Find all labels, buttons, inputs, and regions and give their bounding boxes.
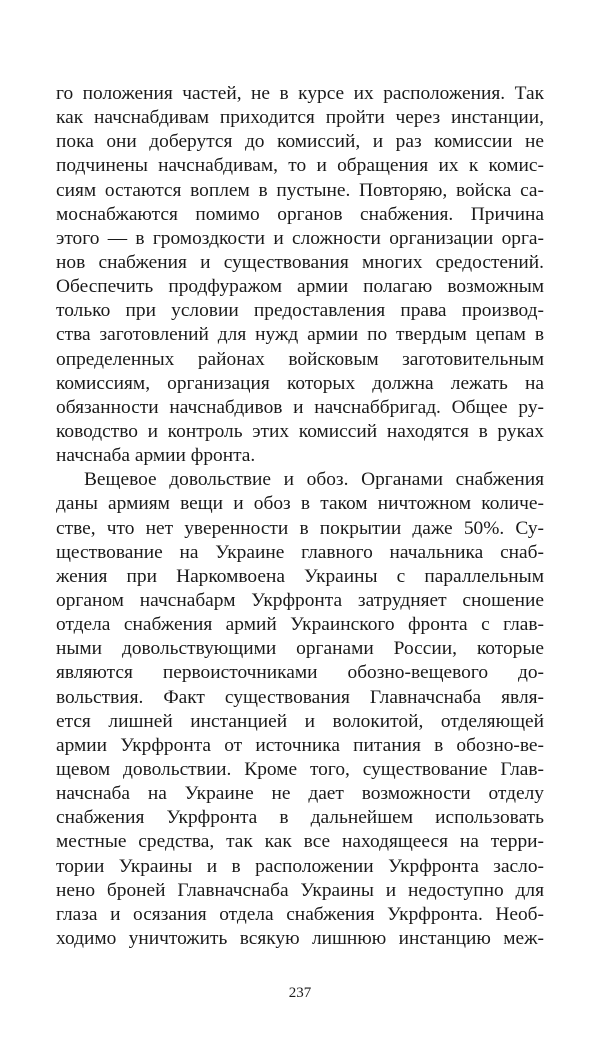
text-line: щевом довольствии. Кроме того, существование Глав- [56, 758, 544, 780]
paragraph-end-line: начснаба армии фронта. [56, 445, 256, 467]
text-line: начснаба на Украине не дает возможности отделу [56, 783, 544, 805]
text-line: нено броней Главначснаба Украины и недоступно для [56, 879, 544, 901]
text-line: даны армиям вещи и обоз в таком ничтожном количе- [56, 493, 544, 515]
text-line: как начснабдивам приходится пройти через инстанции, [56, 107, 544, 129]
paragraph-start-line: Вещевое довольствие и обоз. Органами снабжения [84, 469, 544, 491]
text-line: ными довольствующими органами России, которые [56, 638, 544, 660]
text-line: Обеспечить продфуражом армии полагаю возможным [56, 276, 544, 298]
text-line: местные средства, так как все находящееся на терри- [56, 831, 544, 853]
text-line: этого — в громоздкости и сложности организации орга- [56, 227, 544, 249]
text-line: ществование на Украине главного начальника снаб- [56, 541, 544, 563]
text-line: подчинены начснабдивам, то и обращения их к комис- [56, 155, 544, 177]
text-line: вольствия. Факт существования Главначснаба явля- [56, 686, 544, 708]
text-line: комиссиям, организация которых должна лежать на [56, 372, 544, 394]
text-line: моснабжаются помимо органов снабжения. Причина [56, 203, 544, 225]
text-line: отдела снабжения армий Украинского фронта с глав- [56, 614, 544, 636]
text-line: сиям остаются воплем в пустыне. Повторяю, войска са- [56, 179, 544, 201]
text-line: ходимо уничтожить всякую лишнюю инстанцию меж- [56, 927, 544, 949]
text-line: го положения частей, не в курсе их расположения. Так [56, 83, 544, 104]
text-line: определенных районах войсковым заготовительным [56, 348, 544, 370]
text-line: ководство и контроль этих комиссий находятся в руках [56, 420, 544, 442]
text-line: ства заготовлений для нужд армии по твердым цепам в [56, 324, 544, 346]
text-line: органом начснабарм Укрфронта затрудняет сношение [56, 589, 544, 611]
body-text [56, 82, 544, 951]
text-line: тории Украины и в расположении Укрфронта засло- [56, 855, 544, 877]
text-line: стве, что нет уверенности в покрытии даже 50%. Су- [56, 517, 544, 539]
text-line: пока они доберутся до комиссий, и раз комиссии не [56, 131, 544, 153]
text-line: только при условии предоставления права производ- [56, 300, 544, 322]
text-line: жения при Наркомвоена Украины с параллельным [56, 565, 544, 587]
text-line: ется лишней инстанцией и волокитой, отделяющей [56, 710, 544, 732]
text-line: нов снабжения и существования многих средостений. [56, 251, 544, 273]
text-line: глаза и осязания отдела снабжения Укрфронта. Необ- [56, 903, 544, 925]
text-line: являются первоисточниками обозно-вещевого до- [56, 662, 544, 684]
text-line: армии Укрфронта от источника питания в обозно-ве- [56, 734, 544, 756]
text-line: снабжения Укрфронта в дальнейшем использовать [56, 807, 544, 829]
page-number: 237 [288, 985, 312, 1001]
text-line: обязанности начснабдивов и начснаббригад. Общее ру- [56, 396, 544, 418]
